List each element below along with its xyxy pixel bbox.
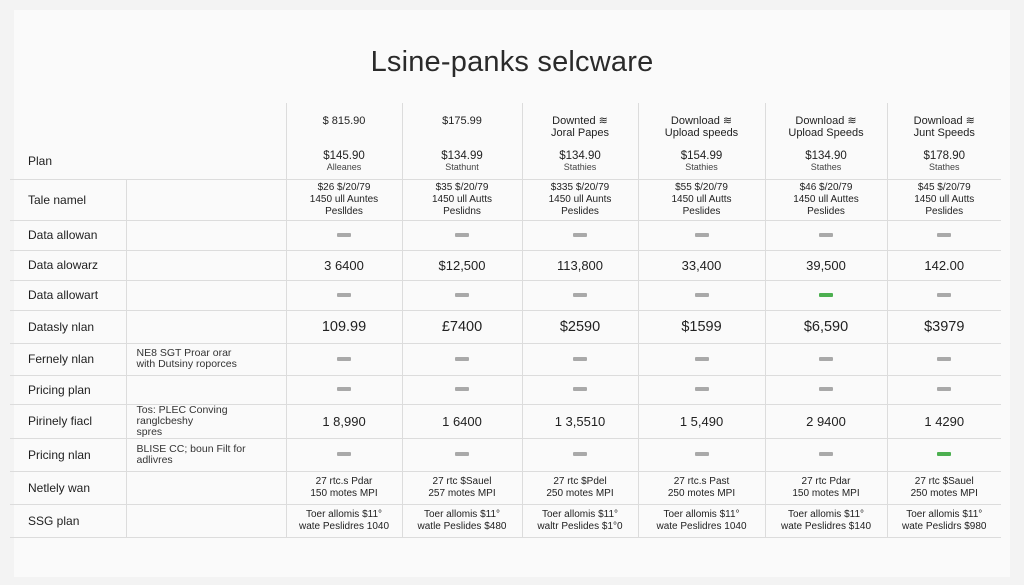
cell-value: $6,590 [803,318,849,335]
table-cell [638,404,765,438]
dash-indicator [695,387,709,391]
dash-indicator [937,233,951,237]
plan-sub: Stathes [928,162,960,173]
row-note [126,310,286,343]
table-cell [765,375,887,404]
dash-indicator [455,357,469,361]
table-cell [638,310,765,343]
table-cell [402,250,522,280]
table-row [10,310,1001,343]
row-note [126,375,286,404]
table-cell [638,438,765,471]
cell-value: 27 rtc.s Past 250 motes MPI [667,475,736,499]
cell-value: $26 $/20/79 1450 ull Auntes Peslldes [309,181,379,217]
row-note [126,250,286,280]
cell-value: 39,500 [806,257,846,273]
table-cell [522,438,638,471]
dash-indicator [695,233,709,237]
row-note: NE8 SGT Proar orar with Dutsiny roporces [126,343,286,375]
table-cell [522,310,638,343]
header-row-features [10,103,1001,144]
header-feature-cell: $ 815.90 [286,103,402,144]
table-cell [522,375,638,404]
row-note [126,220,286,250]
table-row [10,504,1001,537]
table-cell [765,310,887,343]
cell-value: 27 rtc $Sauel 250 motes MPI [910,475,978,499]
row-label: Plan [28,154,53,169]
plan-price: $134.90 [559,150,601,163]
cell-value: 2 9400 [806,413,846,429]
plan-price: $145.90 [323,150,365,163]
table-cell [765,343,887,375]
dash-indicator [937,293,951,297]
plan-row [10,144,1001,179]
cell-value: $12,500 [438,257,486,273]
row-note [126,144,286,179]
dash-indicator [573,452,587,456]
row-label: Tale namel [10,179,126,220]
table-cell [286,471,402,504]
table-cell [887,220,1001,250]
table-cell [402,343,522,375]
pricing-table [10,103,1001,538]
dash-indicator [819,357,833,361]
table-cell [522,343,638,375]
row-label: Pricing nlan [10,438,126,471]
cell-value: Toer allomis $11° wate Peslidres 1040 [656,508,747,532]
table-row [10,404,1001,438]
cell-value: $3979 [924,318,965,335]
table-cell [402,504,522,537]
table-cell [887,471,1001,504]
table-cell [522,220,638,250]
table-cell [887,438,1001,471]
dash-indicator [937,357,951,361]
row-note: BLISE CC; boun Filt for adlivres [126,438,286,471]
cell-value: 1 6400 [442,413,482,429]
row-label: Data alowarz [10,250,126,280]
plan-sub: Stathies [685,162,718,173]
dash-indicator [455,452,469,456]
cell-value: 27 rtc $Sauel 257 motes MPI [428,475,496,499]
table-cell [286,179,402,220]
header-empty [126,103,286,144]
dash-indicator [455,293,469,297]
table-cell [765,471,887,504]
row-label: Data allowan [10,220,126,250]
table-cell [286,375,402,404]
table-row [10,179,1001,220]
dash-indicator [819,293,833,297]
cell-value: Toer allomis $11° wate Peslidres 1040 [298,508,390,532]
dash-indicator [337,387,351,391]
table-cell [638,504,765,537]
table-row [10,343,1001,375]
row-note [126,280,286,310]
dash-indicator [337,357,351,361]
cell-value: Toer allomis $11° watle Peslides $480 [417,508,507,532]
cell-value: $2590 [559,318,601,335]
table-row [10,375,1001,404]
table-cell [765,220,887,250]
dash-indicator [337,233,351,237]
table-cell [887,250,1001,280]
table-cell [638,179,765,220]
row-note [126,471,286,504]
table-cell [402,280,522,310]
cell-value: 27 rtc Pdar 150 motes MPI [792,475,860,499]
table-cell [765,179,887,220]
table-row [10,438,1001,471]
table-cell [765,438,887,471]
dash-indicator [819,233,833,237]
table-cell [887,504,1001,537]
row-label: Datasly nlan [10,310,126,343]
table-cell [765,250,887,280]
plan-price: $134.90 [805,150,847,163]
header-feature-cell: $175.99 [402,103,522,144]
cell-value: $46 $/20/79 1450 ull Auttes Peslides [793,181,859,217]
table-cell [286,310,402,343]
plan-sub: Stathes [810,162,842,173]
cell-value: $335 $/20/79 1450 ull Aunts Peslides [548,181,612,217]
table-cell [638,280,765,310]
table-cell [402,220,522,250]
header-feature-cell: Download ≋ Junt Speeds [887,103,1001,144]
table-row [10,250,1001,280]
cell-value: Toer allomis $11° wate Peslidres $140 [780,508,872,532]
table-row [10,280,1001,310]
table-cell [522,250,638,280]
plan-sub: Stathunt [445,162,479,173]
table-cell [887,179,1001,220]
table-cell [402,375,522,404]
table-cell [522,179,638,220]
row-label: SSG plan [10,504,126,537]
plan-sub: Alleanes [326,162,362,173]
cell-value: 142.00 [924,257,965,273]
table-cell [402,404,522,438]
cell-value: 27 rtc $Pdel 250 motes MPI [546,475,614,499]
cell-value: $1599 [681,318,722,335]
dash-indicator [937,452,951,456]
table-row [10,220,1001,250]
dash-indicator [819,387,833,391]
dash-indicator [695,452,709,456]
table-cell [765,404,887,438]
table-cell [286,280,402,310]
table-cell [638,343,765,375]
plan-price-cell [286,144,402,179]
cell-value: $55 $/20/79 1450 ull Autts Peslides [671,181,732,217]
table-cell [887,310,1001,343]
dash-indicator [819,452,833,456]
table-cell [402,438,522,471]
cell-value: 1 3,5510 [554,413,606,429]
header-feature-cell: Downted ≋ Joral Papes [522,103,638,144]
cell-value: 1 8,990 [322,413,366,429]
cell-value: $45 $/20/79 1450 ull Autts Peslides [914,181,975,217]
table-cell [522,404,638,438]
dash-indicator [455,387,469,391]
table-row [10,471,1001,504]
table-cell [887,343,1001,375]
row-label: Pirinely fiacl [10,404,126,438]
plan-price-cell [522,144,638,179]
header-feature-cell: Download ≋ Upload Speeds [765,103,887,144]
dash-indicator [937,387,951,391]
table-cell [286,250,402,280]
table-cell [638,471,765,504]
dash-indicator [573,387,587,391]
row-note [126,179,286,220]
row-label: Netlely wan [10,471,126,504]
cell-value: 113,800 [556,257,604,273]
table-cell [887,280,1001,310]
table-cell [638,375,765,404]
cell-value: £7400 [441,318,483,335]
table-cell [887,404,1001,438]
dash-indicator [337,452,351,456]
cell-value: Toer allomis $11° wate Peslidrs $980 [902,508,987,532]
table-cell [522,504,638,537]
table-cell [522,471,638,504]
dash-indicator [573,233,587,237]
plan-price-cell [638,144,765,179]
plan-price-cell [887,144,1001,179]
row-label: Pricing plan [10,375,126,404]
dash-indicator [337,293,351,297]
dash-indicator [695,357,709,361]
table-cell [887,375,1001,404]
table-cell [765,280,887,310]
cell-value: 109.99 [321,318,367,335]
table-cell [638,250,765,280]
table-cell [286,504,402,537]
table-cell [765,504,887,537]
cell-value: 3 6400 [324,257,364,273]
table-cell [286,404,402,438]
table-cell [638,220,765,250]
plan-price: $178.90 [923,150,966,163]
cell-value: 1 4290 [924,413,965,429]
table-cell [402,179,522,220]
plan-sub: Stathies [563,162,597,173]
cell-value: Toer allomis $11° waltr Peslides $1°0 [537,508,623,532]
dash-indicator [455,233,469,237]
dash-indicator [573,293,587,297]
row-label: Fernely nlan [10,343,126,375]
cell-value: 1 5,490 [679,413,724,429]
table-cell [402,471,522,504]
row-note: Tos: PLEC Conving ranglcbeshy spres [126,404,286,438]
row-label: Data allowart [10,280,126,310]
table-cell [522,280,638,310]
table-cell [286,343,402,375]
plan-price: $134.99 [441,150,483,163]
header-feature-cell: Download ≋ Upload speeds [638,103,765,144]
table-cell [402,310,522,343]
row-note [126,504,286,537]
table-cell [286,220,402,250]
plan-price-cell [765,144,887,179]
plan-price: $154.99 [680,150,723,163]
dash-indicator [695,293,709,297]
plan-price-cell [402,144,522,179]
cell-value: $35 $/20/79 1450 ull Autts Peslidns [431,181,493,217]
page-title: Lsine-panks selcware [370,46,654,78]
dash-indicator [573,357,587,361]
cell-value: 33,400 [681,257,722,273]
cell-value: 27 rtc.s Pdar 150 motes MPI [310,475,378,499]
table-cell [286,438,402,471]
header-empty [10,103,126,144]
